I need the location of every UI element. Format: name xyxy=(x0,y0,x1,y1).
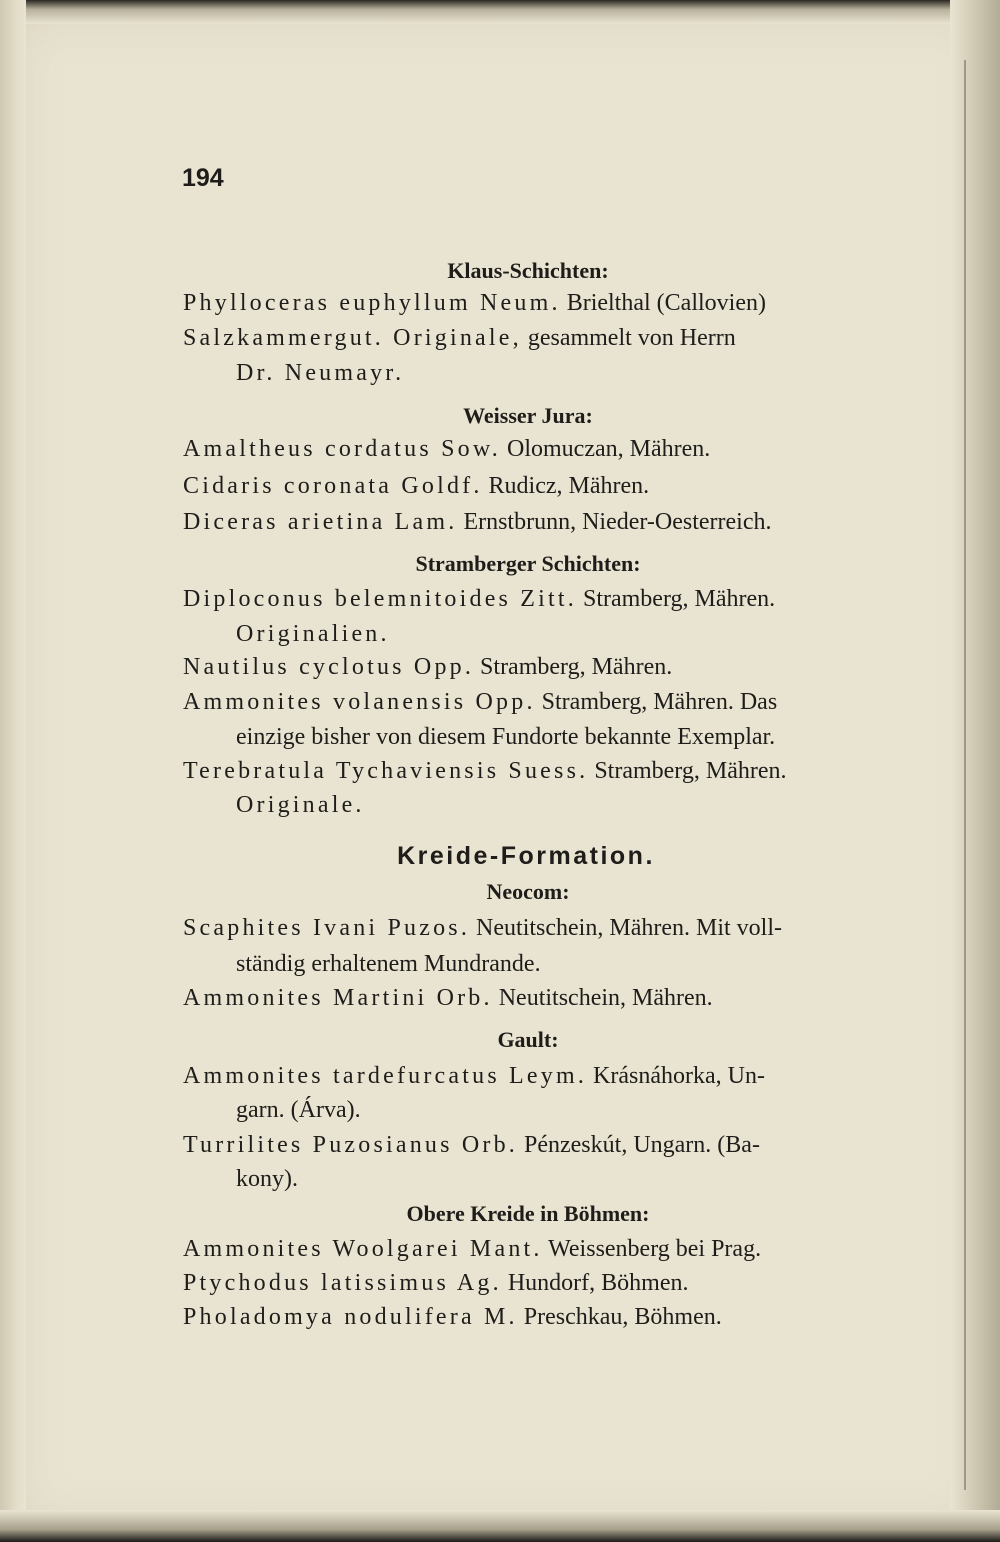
entry-line xyxy=(183,655,672,679)
entry-line xyxy=(236,1167,298,1191)
section-heading-stramberger: Stramberger Schichten: xyxy=(415,551,641,576)
entry-line xyxy=(183,759,787,783)
locality: Stramberg, Mähren. Das xyxy=(541,689,778,715)
species-name: Scaphites Ivani Puzos. xyxy=(183,915,471,941)
entry-line xyxy=(183,587,775,611)
species-name: Terebratula Tychaviensis Suess. xyxy=(183,758,589,784)
species-name: Phylloceras euphyllum Neum. xyxy=(183,290,561,316)
entry-line xyxy=(183,1271,688,1295)
entry-line xyxy=(183,986,713,1010)
entry-line xyxy=(183,291,766,315)
species-name: Pholadomya nodulifera M. xyxy=(183,1304,518,1330)
locality: Hundorf, Böhmen. xyxy=(507,1270,689,1296)
entry-line xyxy=(183,1064,765,1088)
locality: kony). xyxy=(236,1166,298,1192)
species-name: Cidaris coronata Goldf. xyxy=(183,473,483,499)
page-edge-top xyxy=(0,0,1000,24)
species-name: Originale. xyxy=(236,792,365,818)
locality: Ernstbrunn, Nieder-Oesterreich. xyxy=(463,509,772,535)
entry-line xyxy=(236,952,541,976)
species-name: Diploconus belemnitoides Zitt. xyxy=(183,586,577,612)
locality: Stramberg, Mähren. xyxy=(582,586,776,612)
entry-line xyxy=(236,1098,361,1122)
species-name: Ptychodus latissimus Ag. xyxy=(183,1270,502,1296)
species-name: Amaltheus cordatus Sow. xyxy=(183,436,502,462)
locality: einzige bisher von diesem Fundorte bekannte Exemplar. xyxy=(236,724,776,750)
species-name: Originalien. xyxy=(236,621,390,647)
locality: Pénzeskút, Ungarn. (Ba- xyxy=(524,1132,760,1158)
section-heading-obere-kreide: Obere Kreide in Böhmen: xyxy=(406,1201,650,1226)
locality: Brielthal (Callovien) xyxy=(566,290,766,316)
entry-line xyxy=(183,437,710,461)
locality: Preschkau, Böhmen. xyxy=(523,1304,722,1330)
species-name: Ammonites tardefurcatus Leym. xyxy=(183,1063,588,1089)
locality: ständig erhaltenem Mundrande. xyxy=(236,951,541,977)
species-name: Ammonites volanensis Opp. xyxy=(183,689,536,715)
species-name: Ammonites Woolgarei Mant. xyxy=(183,1236,543,1262)
page-edge-bottom xyxy=(0,1510,1000,1542)
section-heading-klaus: Klaus-Schichten: xyxy=(447,258,609,283)
entry-line xyxy=(236,361,404,385)
locality: gesammelt von Herrn xyxy=(527,325,736,351)
section-heading-weisser-jura: Weisser Jura: xyxy=(463,403,593,428)
locality: Stramberg, Mähren. xyxy=(594,758,787,784)
locality: garn. (Árva). xyxy=(236,1097,361,1123)
locality: Krásnáhorka, Un- xyxy=(593,1063,765,1089)
section-heading-gault: Gault: xyxy=(497,1027,559,1052)
species-name: Nautilus cyclotus Opp. xyxy=(183,654,475,680)
locality: Neutitschein, Mähren. Mit voll- xyxy=(476,915,782,941)
locality: Stramberg, Mähren. xyxy=(480,654,673,680)
locality: Weissenberg bei Prag. xyxy=(548,1236,762,1262)
species-name: Diceras arietina Lam. xyxy=(183,509,458,535)
locality: Olomuczan, Mähren. xyxy=(507,436,711,462)
page-edge-right xyxy=(950,0,1000,1542)
page-edge-left xyxy=(0,0,26,1542)
entry-line xyxy=(183,474,649,498)
entry-line xyxy=(183,1133,760,1157)
page-number: 194 xyxy=(182,164,224,192)
locality: Rudicz, Mähren. xyxy=(488,473,650,499)
section-heading-neocom: Neocom: xyxy=(486,879,570,904)
species-name: Ammonites Martini Orb. xyxy=(183,985,493,1011)
entry-line xyxy=(183,1237,761,1261)
entry-line xyxy=(183,916,782,940)
entry-line xyxy=(236,622,390,646)
species-name: Turrilites Puzosianus Orb. xyxy=(183,1132,518,1158)
spine-shadow xyxy=(964,60,966,1490)
entry-line xyxy=(183,510,772,534)
chapter-heading-kreide: Kreide-Formation. xyxy=(397,842,655,870)
entry-line xyxy=(183,1305,722,1329)
entry-line xyxy=(236,793,365,817)
entry-line xyxy=(236,725,775,749)
species-name: Dr. Neumayr. xyxy=(236,360,405,386)
entry-line xyxy=(183,326,736,350)
entry-line xyxy=(183,690,777,714)
species-name: Salzkammergut. Originale, xyxy=(183,325,522,351)
locality: Neutitschein, Mähren. xyxy=(498,985,713,1011)
